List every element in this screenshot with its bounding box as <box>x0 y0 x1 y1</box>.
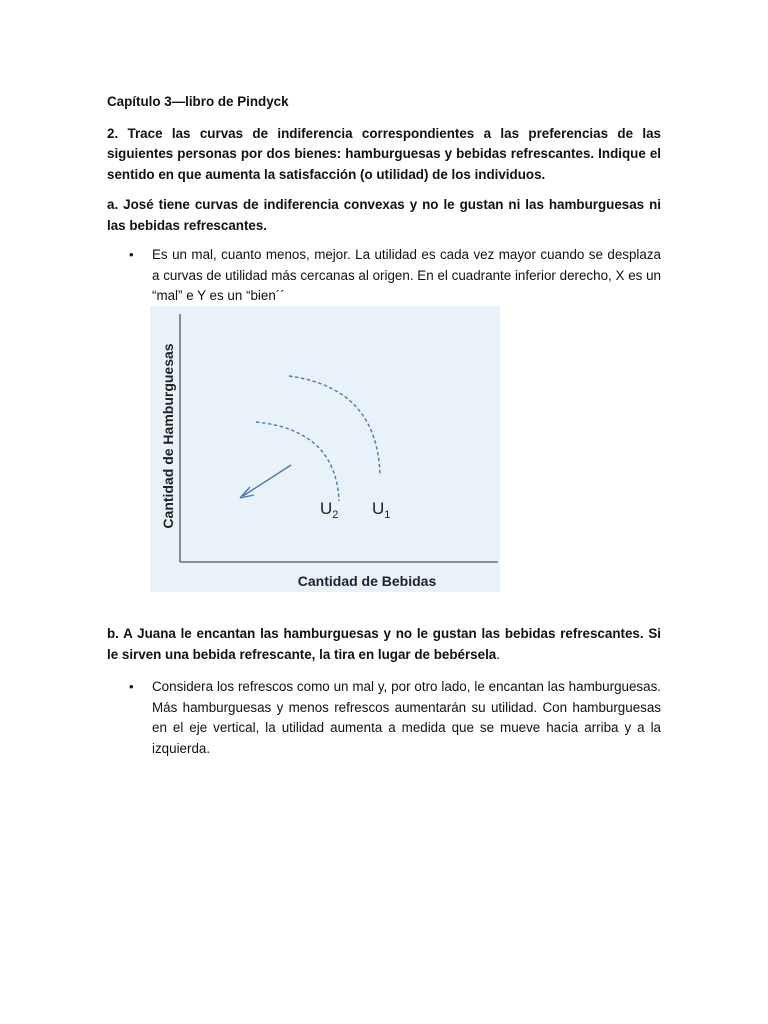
curve-u1 <box>289 376 380 476</box>
part-b-prompt-tail: . <box>496 646 500 662</box>
document-body <box>107 92 661 307</box>
x-axis-label: Cantidad de Bebidas <box>297 573 437 589</box>
arrowhead-icon <box>240 487 254 498</box>
part-b-bullet-text: Considera los refrescos como un mal y, por otro lado, le encantan las hamburguesas. Más hamburguesas y menos refrescos aumentarán su utilidad. Con hamburguesas en el eje vertical, la utilidad aumenta a medida que se mueve hacia arriba y a la izquierda. <box>152 679 661 756</box>
part-a-prompt: a. José tiene curvas de indiferencia convexas y no le gustan ni las hamburguesas ni las bebidas refrescantes. <box>107 197 661 233</box>
figure-canvas <box>150 306 500 592</box>
part-b-prompt-bold: b. A Juana le encantan las hamburguesas y no le gustan las bebidas refrescantes. Si le sirven una bebida refrescante, la tira en lugar de bebérsela <box>107 626 661 662</box>
bullet-icon: • <box>129 247 134 262</box>
y-axis-label: Cantidad de Hamburguesas <box>160 343 176 529</box>
part-a-bullet-text: Es un mal, cuanto menos, mejor. La utilidad es cada vez mayor cuando se desplaza a curvas de utilidad más cercanas al origen. En el cuadrante inferior derecho, X es un “mal” e Y es un “bien´´ <box>152 247 661 303</box>
indifference-curve-figure <box>150 306 500 592</box>
u1-label: $U_1$ <box>372 499 391 521</box>
part-b-prompt <box>107 624 661 665</box>
bullet-icon: • <box>129 679 134 694</box>
question-2: 2. Trace las curvas de indiferencia correspondientes a las preferencias de las siguientes personas por dos bienes: hamburguesas y bebidas refrescantes. Indique el sentido en que aumenta la satisfacción (o utilidad) de los individuos. <box>107 125 661 182</box>
part-b-bullet <box>107 677 661 759</box>
chapter-title: Capítulo 3—libro de Pindyck <box>107 94 289 109</box>
part-a-bullet <box>107 245 661 307</box>
direction-arrow <box>243 465 291 496</box>
curve-u2 <box>256 422 339 501</box>
u2-label: $U_2$ <box>320 499 339 521</box>
